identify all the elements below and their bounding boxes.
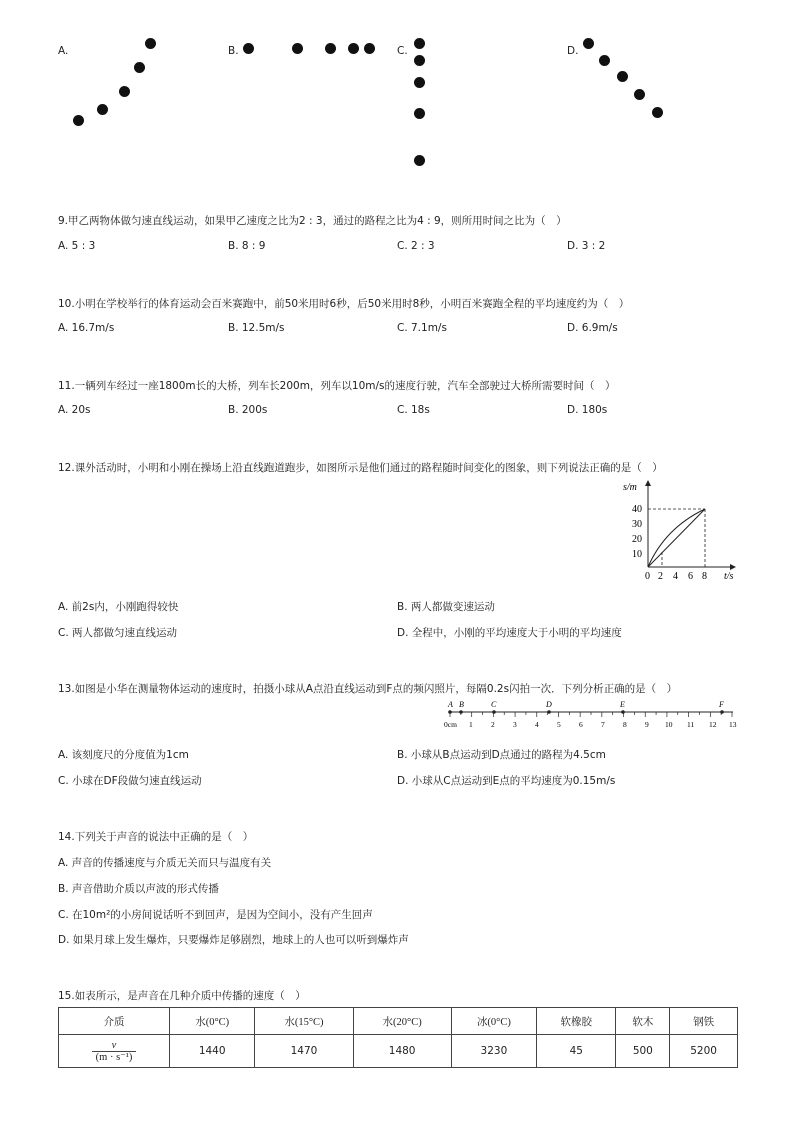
table-header-cell: 水(0°C) <box>170 1008 255 1035</box>
dot <box>145 38 156 49</box>
q9-stem: 9.甲乙两物体做匀速直线运动，如果甲乙速度之比为2 : 3，通过的路程之比为4 : 9，则所用时间之比为（ ） <box>58 215 567 227</box>
q13-option-b[interactable]: B. 小球从B点运动到D点通过的路程为4.5cm <box>397 749 606 761</box>
dot <box>599 55 610 66</box>
table-header-cell: 软木 <box>616 1008 670 1035</box>
ruler-number: 12 <box>709 720 717 729</box>
ruler-number: 3 <box>513 720 517 729</box>
ruler-number: 10 <box>665 720 673 729</box>
y-tick-label: 30 <box>632 519 642 530</box>
x-tick-label: 8 <box>702 571 707 582</box>
dot <box>652 107 663 118</box>
ruler-number: 2 <box>491 720 495 729</box>
q13-stem: 13.如图是小华在测量物体运动的速度时，拍摄小球从A点沿直线运动到F点的频闪照片，每隔0.2s闪拍一次．下列分析正确的是（ ） <box>58 683 678 695</box>
q11-option-b[interactable]: B. 200s <box>228 404 268 416</box>
x-axis-label: t/s <box>724 571 734 582</box>
q13-option-d[interactable]: D. 小球从C点运动到E点的平均速度为0.15m/s <box>397 775 616 787</box>
q12-stem: 12.课外活动时，小明和小刚在操场上沿直线跑道跑步，如图所示是他们通过的路程随时间变化的图象，则下列说法正确的是（ ） <box>58 462 663 474</box>
table-header-cell: 钢铁 <box>670 1008 738 1035</box>
q12-option-a[interactable]: A. 前2s内，小刚跑得较快 <box>58 601 179 613</box>
q14-stem: 14.下列关于声音的说法中正确的是（ ） <box>58 831 254 843</box>
ruler-number: 6 <box>579 720 583 729</box>
dot <box>97 104 108 115</box>
row-label-numerator: v <box>92 1040 137 1052</box>
dot <box>348 43 359 54</box>
point-label: F <box>719 700 724 709</box>
ball-point-f <box>720 710 724 714</box>
sound-speed-table <box>58 1007 738 1068</box>
y-tick-label: 40 <box>632 504 642 515</box>
q9-option-c[interactable]: C. 2 : 3 <box>397 240 435 252</box>
q8-option-d-label: D. <box>567 45 579 57</box>
q10-option-a[interactable]: A. 16.7m/s <box>58 322 115 334</box>
ruler-number: 7 <box>601 720 605 729</box>
table-header-cell: 软橡胶 <box>537 1008 616 1035</box>
dot <box>414 38 425 49</box>
table-cell: 1470 <box>255 1035 353 1068</box>
table-cell: 45 <box>537 1035 616 1068</box>
ruler-number: 4 <box>535 720 539 729</box>
dot <box>134 62 145 73</box>
dot <box>414 108 425 119</box>
q15-stem: 15.如表所示，是声音在几种介质中传播的速度（ ） <box>58 990 306 1002</box>
dot <box>119 86 130 97</box>
ball-point-c <box>492 710 496 714</box>
q8-option-b-label: B. <box>228 45 239 57</box>
q10-option-c[interactable]: C. 7.1m/s <box>397 322 447 334</box>
point-label: A <box>448 700 453 709</box>
ruler-ticks <box>450 712 732 717</box>
ruler-number: 1 <box>469 720 473 729</box>
y-tick-label: 20 <box>632 534 642 545</box>
ruler-number: 11 <box>687 720 695 729</box>
q14-option-b[interactable]: B. 声音借助介质以声波的形式传播 <box>58 883 219 895</box>
q10-stem: 10.小明在学校举行的体育运动会百米赛跑中，前50米用时6秒，后50米用时8秒，小明百米赛跑全程的平均速度约为（ ） <box>58 298 630 310</box>
ball-point-e <box>621 710 625 714</box>
dot <box>292 43 303 54</box>
table-header-cell: 水(20°C) <box>353 1008 451 1035</box>
q12-option-d[interactable]: D. 全程中，小刚的平均速度大于小明的平均速度 <box>397 627 622 639</box>
dot <box>364 43 375 54</box>
q14-option-a[interactable]: A. 声音的传播速度与介质无关而只与温度有关 <box>58 857 272 869</box>
dot <box>325 43 336 54</box>
ruler-number: 9 <box>645 720 649 729</box>
dot <box>583 38 594 49</box>
table-header-row <box>59 1008 738 1035</box>
q11-option-c[interactable]: C. 18s <box>397 404 430 416</box>
y-tick-label: 10 <box>632 549 642 560</box>
q8-option-a-label: A. <box>58 45 69 57</box>
dot <box>634 89 645 100</box>
point-label: C <box>491 700 497 709</box>
table-header-cell: 水(15°C) <box>255 1008 353 1035</box>
dot <box>414 155 425 166</box>
q12-option-b[interactable]: B. 两人都做变速运动 <box>397 601 495 613</box>
table-header-cell: 介质 <box>59 1008 170 1035</box>
q10-option-d[interactable]: D. 6.9m/s <box>567 322 618 334</box>
q11-option-a[interactable]: A. 20s <box>58 404 91 416</box>
uniform-motion-line <box>648 509 705 567</box>
x-tick-label: 4 <box>673 571 678 582</box>
table-cell: 5200 <box>670 1035 738 1068</box>
dot <box>243 43 254 54</box>
q14-option-c[interactable]: C. 在10m²的小房间说话听不到回声，是因为空间小，没有产生回声 <box>58 909 373 921</box>
table-cell: 3230 <box>451 1035 536 1068</box>
q12-distance-time-graph <box>615 478 745 584</box>
y-axis-label: s/m <box>623 482 637 493</box>
table-cell: 1440 <box>170 1035 255 1068</box>
q9-option-b[interactable]: B. 8 : 9 <box>228 240 266 252</box>
q8-option-c-label: C. <box>397 45 408 57</box>
point-label: D <box>546 700 552 709</box>
q13-option-a[interactable]: A. 该刻度尺的分度值为1cm <box>58 749 189 761</box>
q14-option-d[interactable]: D. 如果月球上发生爆炸，只要爆炸足够剧烈，地球上的人也可以听到爆炸声 <box>58 934 409 946</box>
q12-option-c[interactable]: C. 两人都做匀速直线运动 <box>58 627 178 639</box>
q13-ruler-figure <box>440 697 740 731</box>
q9-option-a[interactable]: A. 5 : 3 <box>58 240 96 252</box>
ball-point-a <box>448 710 452 714</box>
q9-option-d[interactable]: D. 3 : 2 <box>567 240 606 252</box>
table-row <box>59 1035 738 1068</box>
dot <box>73 115 84 126</box>
point-label: B <box>459 700 464 709</box>
ball-point-d <box>547 710 551 714</box>
q11-option-d[interactable]: D. 180s <box>567 404 608 416</box>
x-tick-label: 6 <box>688 571 693 582</box>
table-row-label <box>59 1035 170 1068</box>
x-tick-label: 0 <box>645 571 650 582</box>
ball-point-b <box>459 710 463 714</box>
table-header-cell: 冰(0°C) <box>451 1008 536 1035</box>
dot <box>617 71 628 82</box>
table-cell: 500 <box>616 1035 670 1068</box>
ruler-number: 8 <box>623 720 627 729</box>
dot <box>414 55 425 66</box>
row-label-denominator: (m · s⁻¹) <box>95 1051 133 1063</box>
ruler-unit-label: 0cm <box>444 720 457 729</box>
x-tick-label: 2 <box>658 571 663 582</box>
q10-option-b[interactable]: B. 12.5m/s <box>228 322 285 334</box>
ruler-number: 5 <box>557 720 561 729</box>
q13-option-c[interactable]: C. 小球在DF段做匀速直线运动 <box>58 775 202 787</box>
q11-stem: 11.一辆列车经过一座1800m长的大桥，列车长200m，列车以10m/s的速度行驶，汽车全部驶过大桥所需要时间（ ） <box>58 380 616 392</box>
point-label: E <box>620 700 625 709</box>
ruler-number: 13 <box>729 720 737 729</box>
table-cell: 1480 <box>353 1035 451 1068</box>
dot <box>414 77 425 88</box>
